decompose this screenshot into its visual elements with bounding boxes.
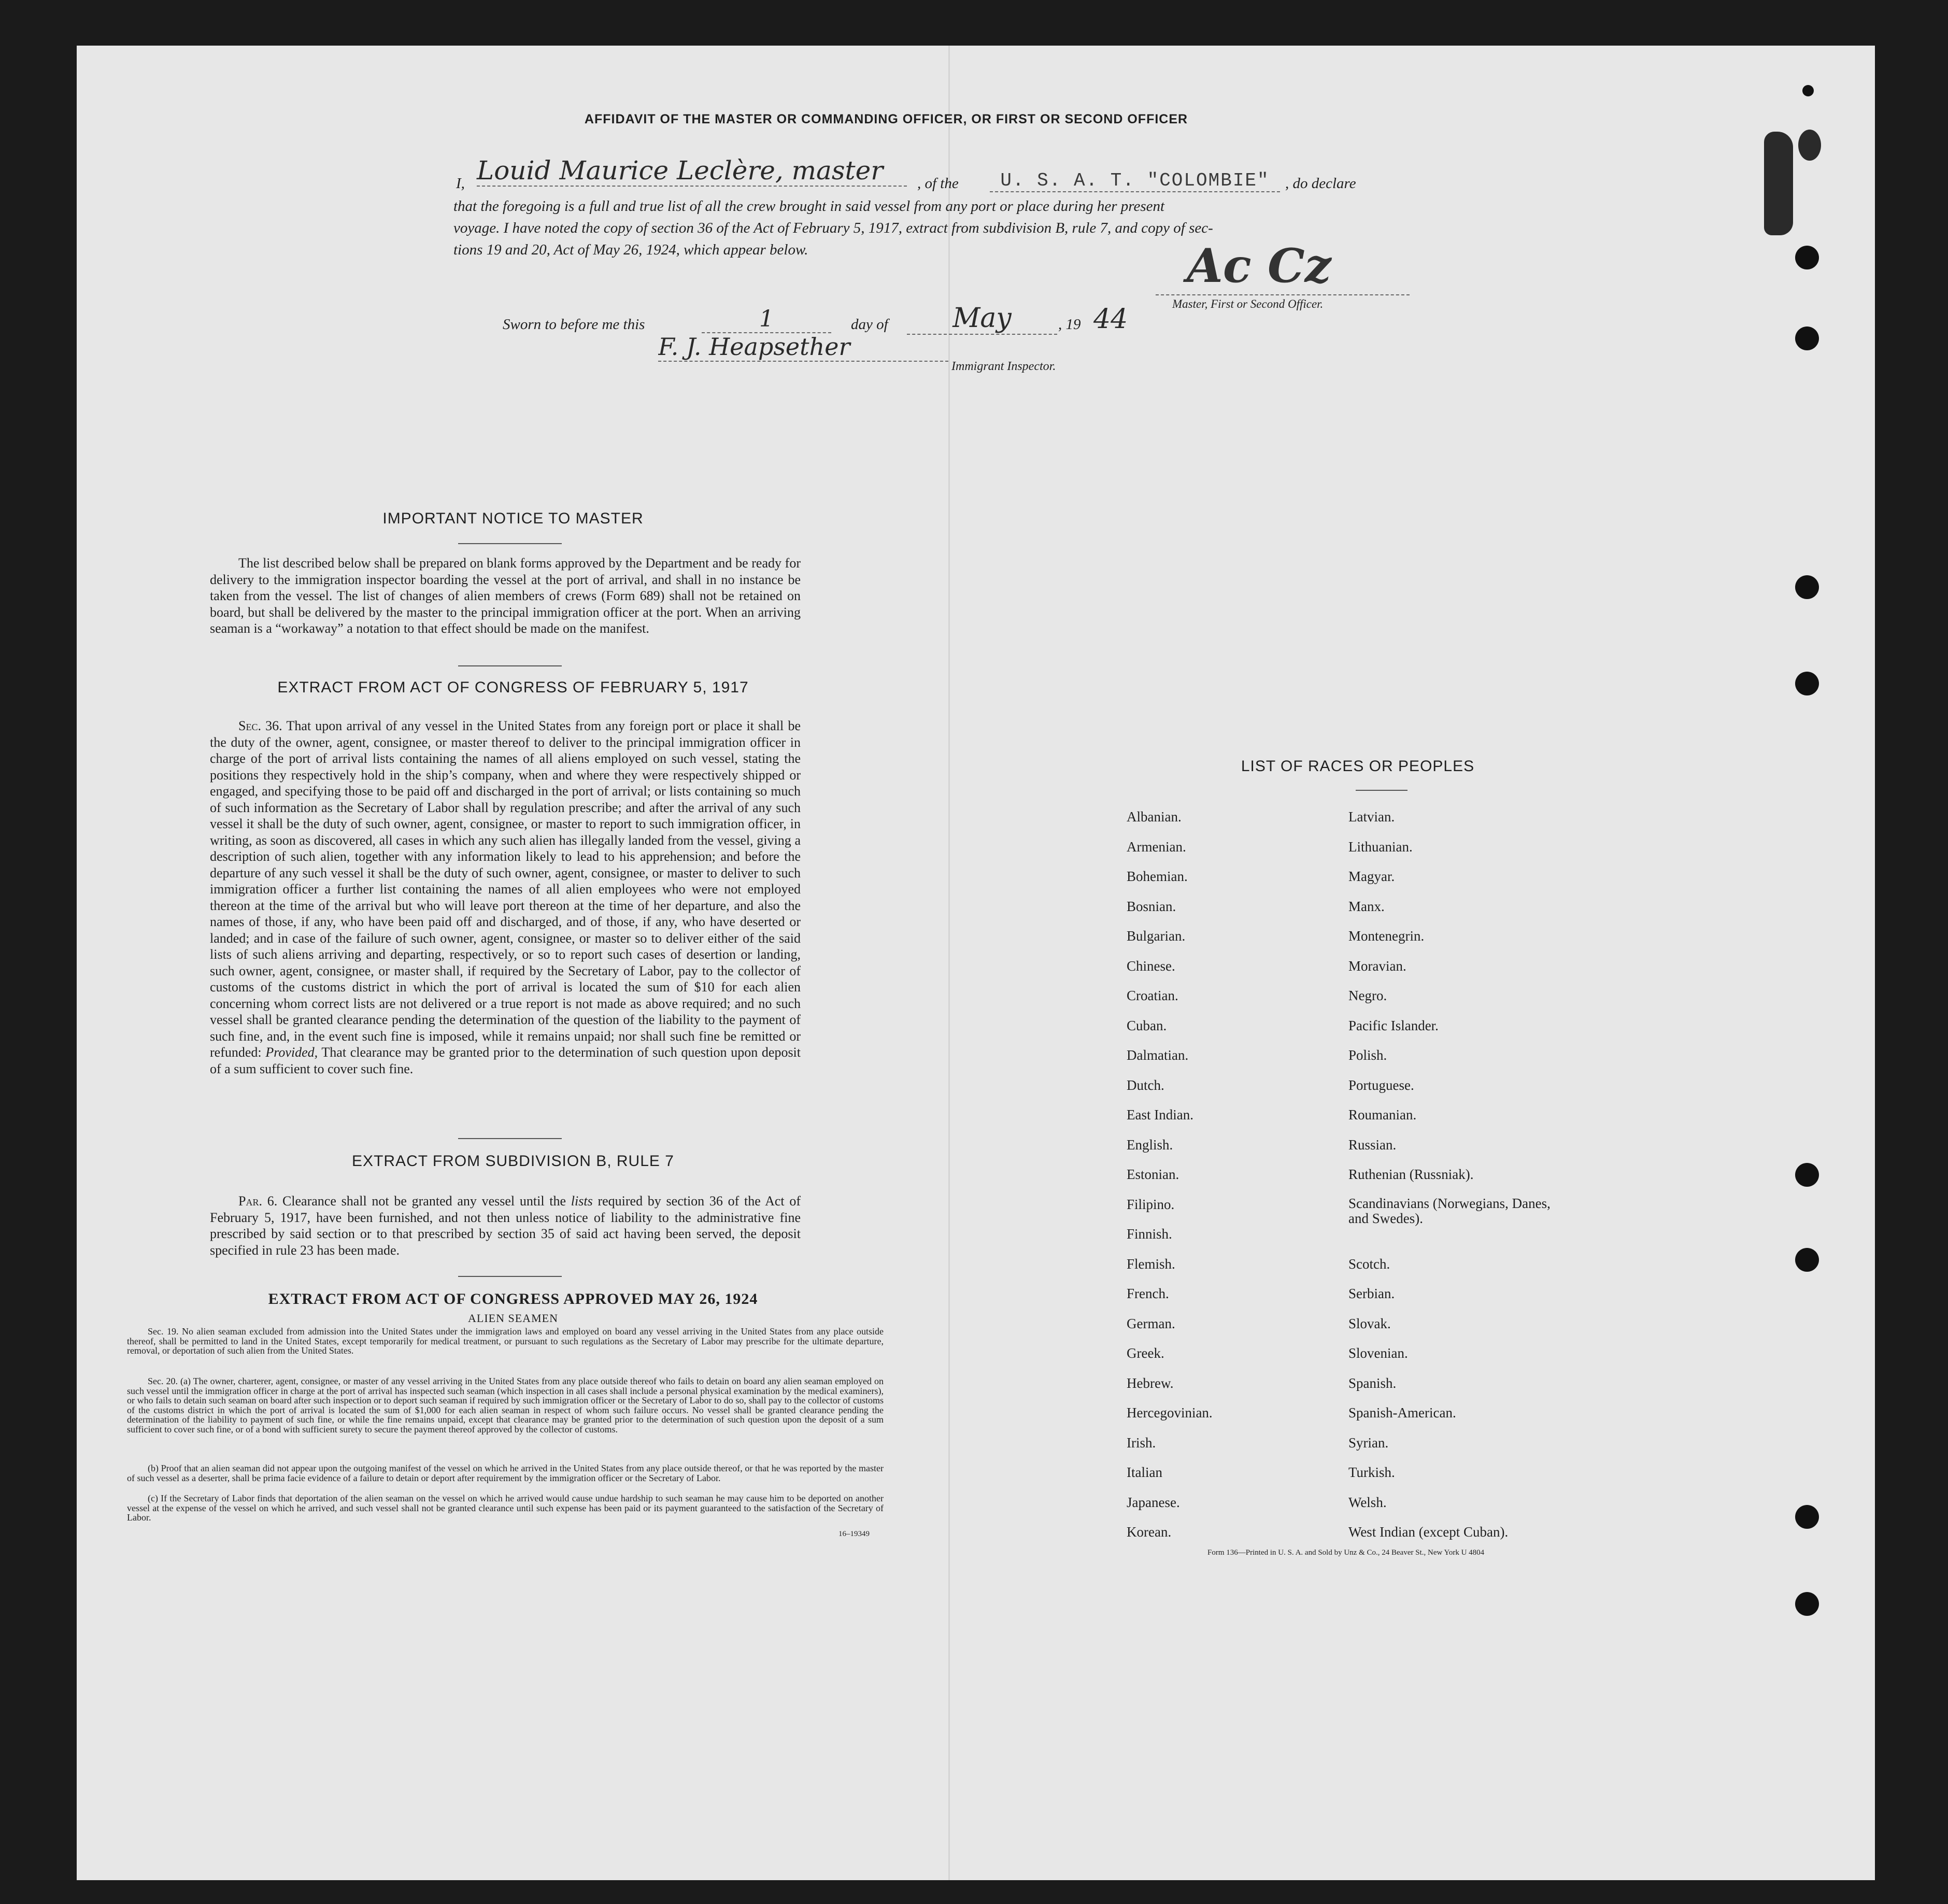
par-6-body: Clearance shall not be granted any vessel until the [282,1193,566,1209]
race-item: Serbian. [1348,1286,1395,1301]
races-rule [1356,790,1407,791]
race-item: Greek. [1127,1345,1164,1361]
binder-hole [1795,1505,1819,1529]
race-item: Slovenian. [1348,1345,1408,1361]
affidavit-declaration-line [456,155,1441,197]
race-item: Slovak. [1348,1315,1391,1331]
rule-7-title: EXTRACT FROM SUBDIVISION B, RULE 7 [352,1153,674,1170]
race-item: Montenegrin. [1348,928,1425,944]
section-divider [458,665,562,666]
of-the-text: , of the [917,175,959,192]
race-item: English. [1127,1136,1173,1153]
race-item: Armenian. [1127,839,1186,855]
sec-19-text: Sec. 19. No alien seaman excluded from admission into the United States under the immigration laws and employed on board any vessel arriving in the United States from any place outside thereof, shall be permitted to land in the United States, except temporarily for medical treatment, or pursuant to such regulations as the Secretary of Labor may prescribe for the ultimate departure, removal, or deportation of such alien from the United States. [127,1326,884,1356]
race-item: Bohemian. [1127,869,1188,884]
race-item: Italian [1127,1465,1162,1480]
race-item: Roumanian. [1348,1107,1417,1122]
race-item: Hercegovinian. [1127,1405,1213,1420]
extract-1924-title: EXTRACT FROM ACT OF CONGRESS APPROVED MAY 26, 1924 [268,1290,758,1308]
race-item: East Indian. [1127,1107,1193,1122]
master-signature: Ac Cz [1187,238,1331,293]
provided-word: Provided, [265,1045,318,1060]
binder-hole [1802,85,1814,96]
binder-hole [1795,246,1819,269]
race-item: Dutch. [1127,1077,1164,1093]
inspector-signature: F. J. Heapsether [658,333,948,362]
race-item: Japanese. [1127,1494,1180,1510]
rule-7-text [210,1193,801,1258]
sec-20c-text: (c) If the Secretary of Labor finds that deportation of the alien seaman on the vessel on which he arrived would cause undue hardship to such seaman he may cause him to be deported on another vessel at the expense of the vessel on which he arrived, and such vessel shall not be granted clearance until such expense has been paid or its payment guaranteed to the satisfaction of the Secretary of Labor. [127,1493,884,1523]
sec-36-body: That upon arrival of any vessel in the United States from any foreign port or place it shall be the duty of the owner, agent, consignee, or master thereof to deliver to the principal immigration officer in charge of the port of arrival lists containing the names of all aliens employed on such vessel, stating the positions they respectively hold in the ship’s company, when and where they were respectively shipped or engaged, and specifying those to be paid off and discharged in the port of arrival; or lists containing so much of such information as the Secretary of Labor shall by regulation prescribe; and after the arrival of any such vessel it shall be the duty of such owner, agent, consignee, or master to report to such immigration officer, in writing, as soon as discovered, all cases in which any such alien has illegally landed from the vessel, giving a description of such alien, together with any information likely to lead to his apprehension; and before the departure of any such vessel it shall be the duty of such owner, agent, consignee, or master to deliver to such immigration officer a further list containing the names of all alien employees who were not employed thereon at the time of the arrival but who will leave port thereon at the time of her departure, and also the names of those, if any, who have been paid off and discharged, and of those, if any, who have deserted or landed; and in case of the failure of such owner, agent, consignee, or master so to deliver either of the said lists of such aliens arriving and departing, respectively, or so to report such cases of desertion or landing, such owner, agent, consignee, or master shall, if required by the Secretary of Labor, pay to the collector of customs of the customs district in which the port of arrival is located the sum of $10 for each alien concerning whom correct lists are not delivered or a true report is not made as above required; and no such vessel shall be granted clearance pending the determination of the question of the liability to the payment of such fine, and, in the event such fine is imposed, while it remains unpaid; nor shall such fine be remitted or refunded: [210,718,801,1060]
year-prefix-text: , 19 [1058,316,1081,333]
race-item: Finnish. [1127,1226,1172,1242]
race-item: Estonian. [1127,1167,1179,1182]
vessel-name-typed: U. S. A. T. "COLOMBIE" [990,170,1280,192]
par-6-label: Par. 6. [238,1193,278,1209]
race-item: Portuguese. [1348,1077,1414,1093]
race-item: Turkish. [1348,1465,1395,1480]
affidavit-body-line3: tions 19 and 20, Act of May 26, 1924, which appear below. [453,241,808,258]
race-item: Lithuanian. [1348,839,1413,855]
print-code: 16–19349 [838,1530,870,1538]
inspector-caption: Immigrant Inspector. [951,360,1056,373]
race-item: Ruthenian (Russniak). [1348,1167,1474,1182]
race-item: Spanish. [1348,1375,1397,1391]
master-name-handwritten: Louid Maurice Leclère, master [477,155,907,187]
day-of-text: day of [851,316,888,333]
binder-hole [1795,1248,1819,1272]
binder-hole [1795,672,1819,695]
races-title: LIST OF RACES OR PEOPLES [1241,758,1475,775]
master-signature-line [1156,284,1410,295]
race-item: Dalmatian. [1127,1047,1189,1063]
race-item: West Indian (except Cuban). [1348,1524,1509,1540]
race-item: Russian. [1348,1136,1397,1153]
race-item: Scotch. [1348,1256,1390,1272]
do-declare-text: , do declare [1285,175,1356,192]
races-left-column [1127,802,1213,1547]
race-item: Pacific Islander. [1348,1017,1439,1033]
race-item: Filipino. [1127,1196,1175,1212]
lists-word: lists [571,1193,593,1209]
race-item: Manx. [1348,898,1385,914]
alien-seamen-subtitle: ALIEN SEAMEN [468,1312,558,1325]
binder-hole [1795,1163,1819,1187]
affidavit-heading: AFFIDAVIT OF THE MASTER OR COMMANDING OFFICER, OR FIRST OR SECOND OFFICER [584,112,1188,126]
notice-title: IMPORTANT NOTICE TO MASTER [382,510,644,527]
notice-rule [458,543,562,544]
par-6-end: required by section 36 of the Act of February 5, 1917, have been furnished, and not then unless notice of liability to the administrative fine prescribed by said section or to that prescribed by section 35 of said act having been served, the deposit specified in rule 23 has been made. [210,1193,801,1258]
binder-hole [1795,1592,1819,1616]
binder-hole [1795,575,1819,599]
race-item: Hebrew. [1127,1375,1174,1391]
race-item: Scandinavians (Norwegians, Danes, and Swedes). [1348,1195,1551,1226]
form-footer-note: Form 136—Printed in U. S. A. and Sold by Unz & Co., 24 Beaver St., New York U 4804 [1207,1548,1485,1557]
race-item: Cuban. [1127,1017,1167,1033]
race-item: Albanian. [1127,809,1182,825]
race-item: Latvian. [1348,809,1395,825]
extract-1917-title: EXTRACT FROM ACT OF CONGRESS OF FEBRUARY 5, 1917 [277,679,749,696]
sec-36-end: That clearance may be granted prior to the determination of such question upon deposit of a sum sufficient to cover such fine. [210,1045,801,1076]
sworn-month-handwritten: May [907,303,1057,335]
master-caption: Master, First or Second Officer. [1172,297,1324,310]
affidavit-body-line1: that the foregoing is a full and true list of all the crew brought in said vessel from any port or place during her present [453,198,1165,215]
section-divider [458,1276,562,1277]
race-item: Syrian. [1348,1434,1389,1451]
ink-smudge [1764,132,1793,235]
sworn-prefix: Sworn to before me this [503,316,645,333]
race-item: Flemish. [1127,1256,1175,1272]
race-item: Croatian. [1127,988,1178,1003]
affidavit-body-line2: voyage. I have noted the copy of section 36 of the Act of February 5, 1917, extract from subdivision B, rule 7, and copy of sec- [453,220,1213,236]
race-item: Bulgarian. [1127,928,1186,944]
sworn-day-handwritten: 1 [702,306,831,333]
ink-smudge [1798,130,1821,161]
year-handwritten: 44 [1093,304,1128,335]
sec-36-label: Sec. 36. [238,718,282,733]
sec-20b-text: (b) Proof that an alien seaman did not appear upon the outgoing manifest of the vessel on which he arrived in the United States from any place outside thereof, or that he was reported by the master of such vessel as a deserter, shall be prima facie evidence of a failure to detain or deport after requirement by the immigration officer or the Secretary of Labor. [127,1463,884,1483]
notice-text: The list described below shall be prepared on blank forms approved by the Department and be ready for delivery to the immigration inspector boarding the vessel at the port of arrival, and shall in no instance be taken from the vessel. The list of changes of alien members of crews (Form 689) shall not be retained on board, but shall be delivered by the master to the principal immigration officer at the port. When an arriving seaman is a “workaway” a notation to that effect should be made on the manifest. [210,556,801,636]
race-item: Welsh. [1348,1494,1387,1510]
race-item: German. [1127,1315,1175,1331]
race-item: Polish. [1348,1047,1387,1063]
race-item: Chinese. [1127,958,1175,974]
race-item: Korean. [1127,1524,1172,1540]
race-item: Spanish-American. [1348,1405,1456,1420]
sec-20a-text: Sec. 20. (a) The owner, charterer, agent, consignee, or master of any vessel arriving in the United States from any place outside thereof who fails to detain on board any alien seaman employed on such vessel until the immigration officer in charge at the port of arrival has inspected such seaman (which inspection in all cases shall include a personal physical examination by the medical examiners), or who fails to detain such seaman on board after such inspection or to deport such seaman if required by such immigration officer or the Secretary of Labor to do so, shall pay to the collector of customs of the customs district in which the port of arrival is located the sum of $1,000 for each alien seaman in respect of whom such failure occurs. No vessel shall be granted clearance pending the determination of the liability to payment of such fine, or while the fine remains unpaid, except that clearance may be granted prior to the determination of such question upon the deposit of a sum sufficient to cover such fine, or of a bond with sufficient surety to secure the payment thereof approved by the collector of customs. [127,1376,884,1434]
race-item: Negro. [1348,988,1387,1003]
extract-1917-text [210,718,801,1077]
pre-name-text: I, [456,175,465,192]
section-divider [458,1138,562,1139]
race-item: Magyar. [1348,869,1395,884]
binder-hole [1795,326,1819,350]
races-right-column [1348,802,1556,1547]
race-item: French. [1127,1286,1169,1301]
race-item: Bosnian. [1127,898,1176,914]
race-item: Irish. [1127,1434,1156,1451]
race-item: Moravian. [1348,958,1406,974]
